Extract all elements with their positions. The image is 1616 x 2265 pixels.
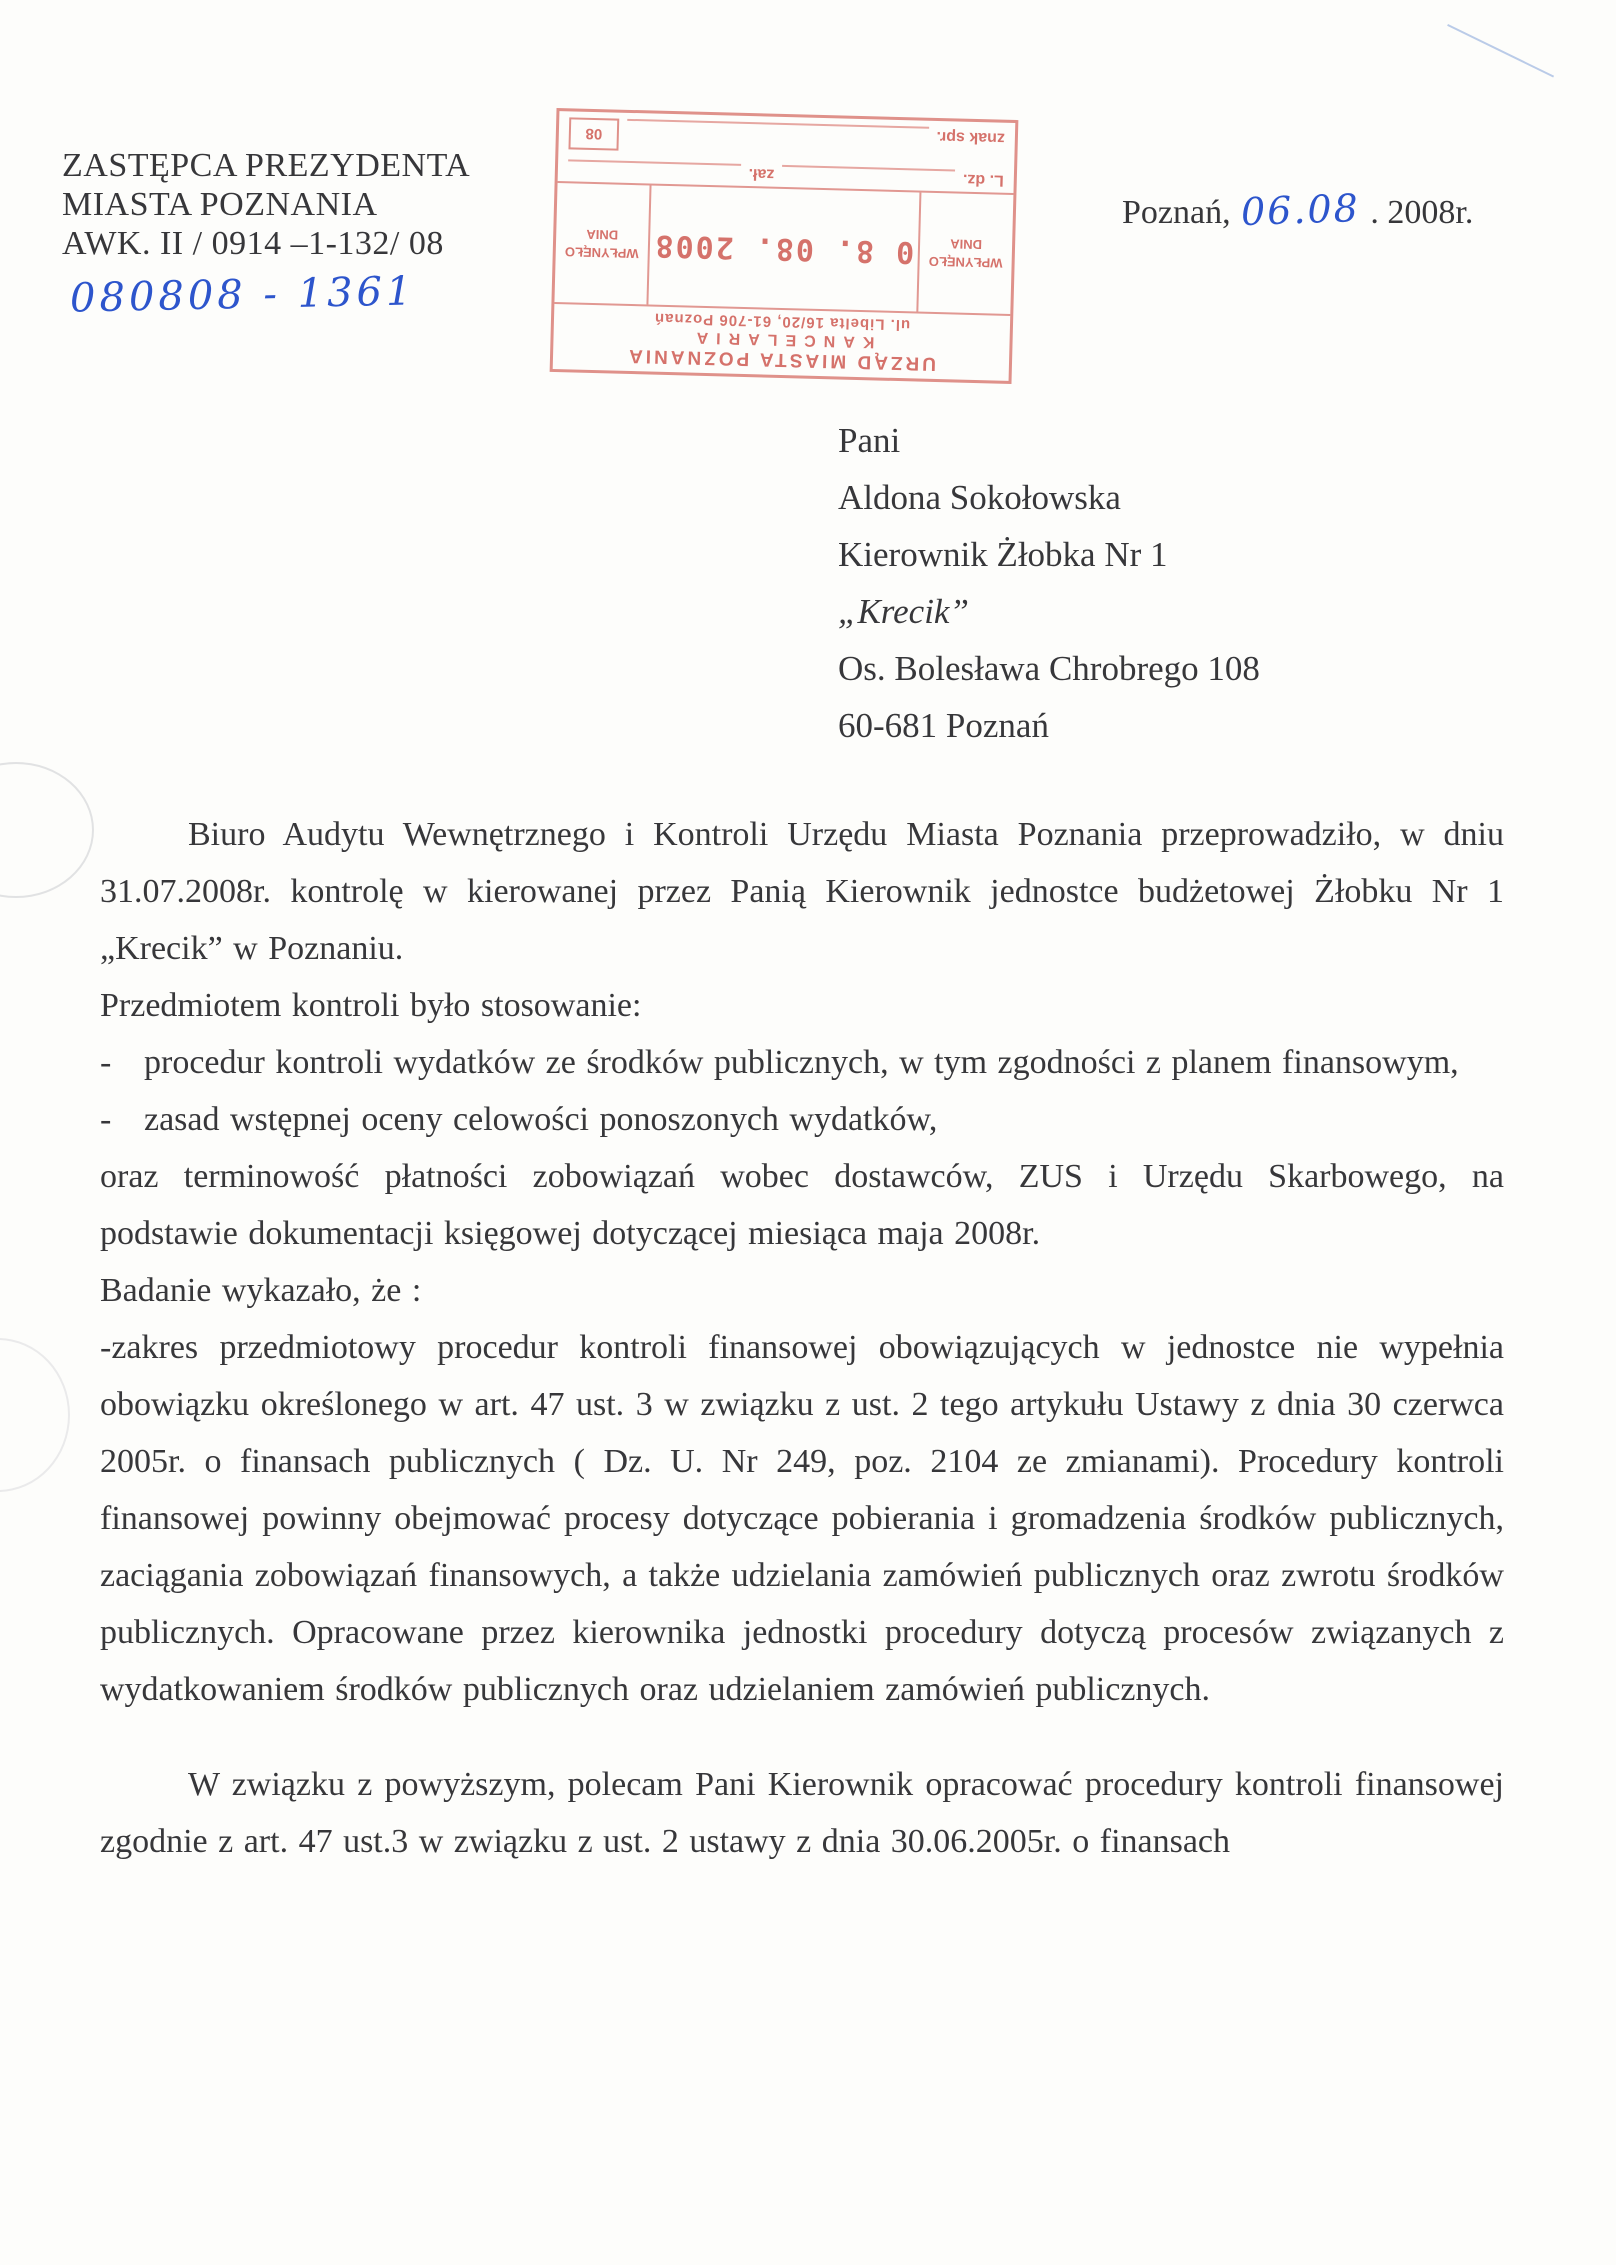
scan-artifact-curve xyxy=(0,762,94,898)
letter-body xyxy=(100,806,1504,1870)
stamp-blank-line xyxy=(782,165,955,186)
recipient-street: Os. Bolesława Chrobrego 108 xyxy=(838,649,1260,688)
bullet-text: procedur kontroli wydatków ze środków publicznych, w tym zgodności z planem finansowym, xyxy=(144,1044,1459,1081)
recipient-title: Kierownik Żłobka Nr 1 xyxy=(838,535,1168,574)
stamp-address: ul. Libelta 16/20, 61-706 Poznań xyxy=(653,309,911,334)
paragraph-findings: -zakres przedmiotowy procedur kontroli finansowej obowiązujących w jednostce nie wypełnia obowiązku określonego w art. 47 ust. 3 w związku z ust. 2 tego artykułu Ustawy z dnia 30 czerwca 2005r. o finansach publicznych ( Dz. U. Nr 249, poz. 2104 ze zmianami). Procedury kontroli finansowej powinny obejmować procesy dotyczące pobierania i gromadzenia środków publicznych, zaciągania zobowiązań finansowych, a także udzielania zamówień publicznych oraz zwrotu środków publicznych. Opracowane przez kierownika jednostki procedury dotyczą procesów związanych z wydatkowaniem środków publicznych oraz udzielaniem zamówień publicznych. xyxy=(100,1329,1504,1708)
intake-stamp xyxy=(550,108,1019,384)
paragraph-intro: Biuro Audytu Wewnętrznego i Kontroli Urzędu Miasta Poznania przeprowadziło, w dniu 31.07.2008r. kontrolę w kierowanej przez Panią Kierownik jednostce budżetowej Żłobku Nr 1 „Krecik” w Poznaniu. xyxy=(100,816,1504,967)
stamp-received-label-left xyxy=(916,193,1013,314)
recipient-salutation: Pani xyxy=(838,421,901,460)
stamp-middle-row xyxy=(554,181,1013,314)
list-item xyxy=(100,1091,1504,1148)
scan-artifact-curve xyxy=(0,1338,70,1492)
stamp-corner-code: 08 xyxy=(568,117,619,150)
stamp-ldz-label: L. dz. xyxy=(962,170,1005,189)
stamp-zal-label: zał. xyxy=(748,165,775,183)
dateline-city: Poznań, xyxy=(1122,194,1231,231)
stamp-received-word: WPŁYNĘŁO xyxy=(928,254,1003,272)
letterhead-office-line1: ZASTĘPCA PREZYDENTA xyxy=(62,147,471,184)
stamp-received-word: DNIA xyxy=(586,227,619,244)
recipient-block xyxy=(838,412,1260,754)
stamp-received-label-right xyxy=(554,183,651,304)
letterhead-office-line2: MIASTA POZNANIA xyxy=(62,186,378,223)
reference-number: AWK. II / 0914 –1-132/ 08 xyxy=(62,225,444,262)
recipient-name: Aldona Sokołowska xyxy=(838,478,1121,517)
dateline-year: . 2008r. xyxy=(1370,194,1474,231)
paragraph-subject: Przedmiotem kontroli było stosowanie: xyxy=(100,987,642,1024)
handwritten-reference: 080808 - 1361 xyxy=(69,268,416,322)
stamp-department: KANCELARIA xyxy=(688,328,875,351)
handwritten-date: 06.08 xyxy=(1240,185,1361,235)
dateline xyxy=(1122,185,1474,235)
stamp-received-word: WPŁYNĘŁO xyxy=(564,244,639,262)
intake-stamp-frame xyxy=(550,108,1019,384)
bullet-dash: - xyxy=(100,1044,112,1081)
paragraph-findings-intro: Badanie wykazało, że : xyxy=(100,1272,422,1309)
list-item xyxy=(100,1034,1504,1091)
stamp-blank-line xyxy=(568,159,741,180)
recipient-institution-name: „Krecik” xyxy=(838,592,969,631)
letterhead xyxy=(62,146,470,263)
scan-artifact-line xyxy=(1447,24,1554,78)
stamp-date: 0 8. 08. 2008 xyxy=(653,227,915,270)
bullet-text: zasad wstępnej oceny celowości ponoszonych wydatków, xyxy=(144,1101,938,1138)
recipient-city: 60-681 Poznań xyxy=(838,706,1049,745)
bullet-dash: - xyxy=(100,1101,112,1138)
stamp-header xyxy=(553,302,1011,381)
paragraph-instruction: W związku z powyższym, polecam Pani Kierownik opracować procedury kontroli finansowej zgodnie z art. 47 ust.3 w związku z ust. 2 ustawy z dnia 30.06.2005r. o finansach xyxy=(100,1766,1504,1860)
stamp-received-word: DNIA xyxy=(950,236,983,253)
paragraph-scope: oraz terminowość płatności zobowiązań wobec dostawców, ZUS i Urzędu Skarbowego, na podstawie dokumentacji księgowej dotyczącej miesiąca maja 2008r. xyxy=(100,1158,1504,1252)
stamp-blank-line xyxy=(627,119,929,143)
stamp-znak-label: znak spr. xyxy=(936,127,1006,147)
stamp-office-name: URZĄD MIASTA POZNANIA xyxy=(625,344,937,375)
